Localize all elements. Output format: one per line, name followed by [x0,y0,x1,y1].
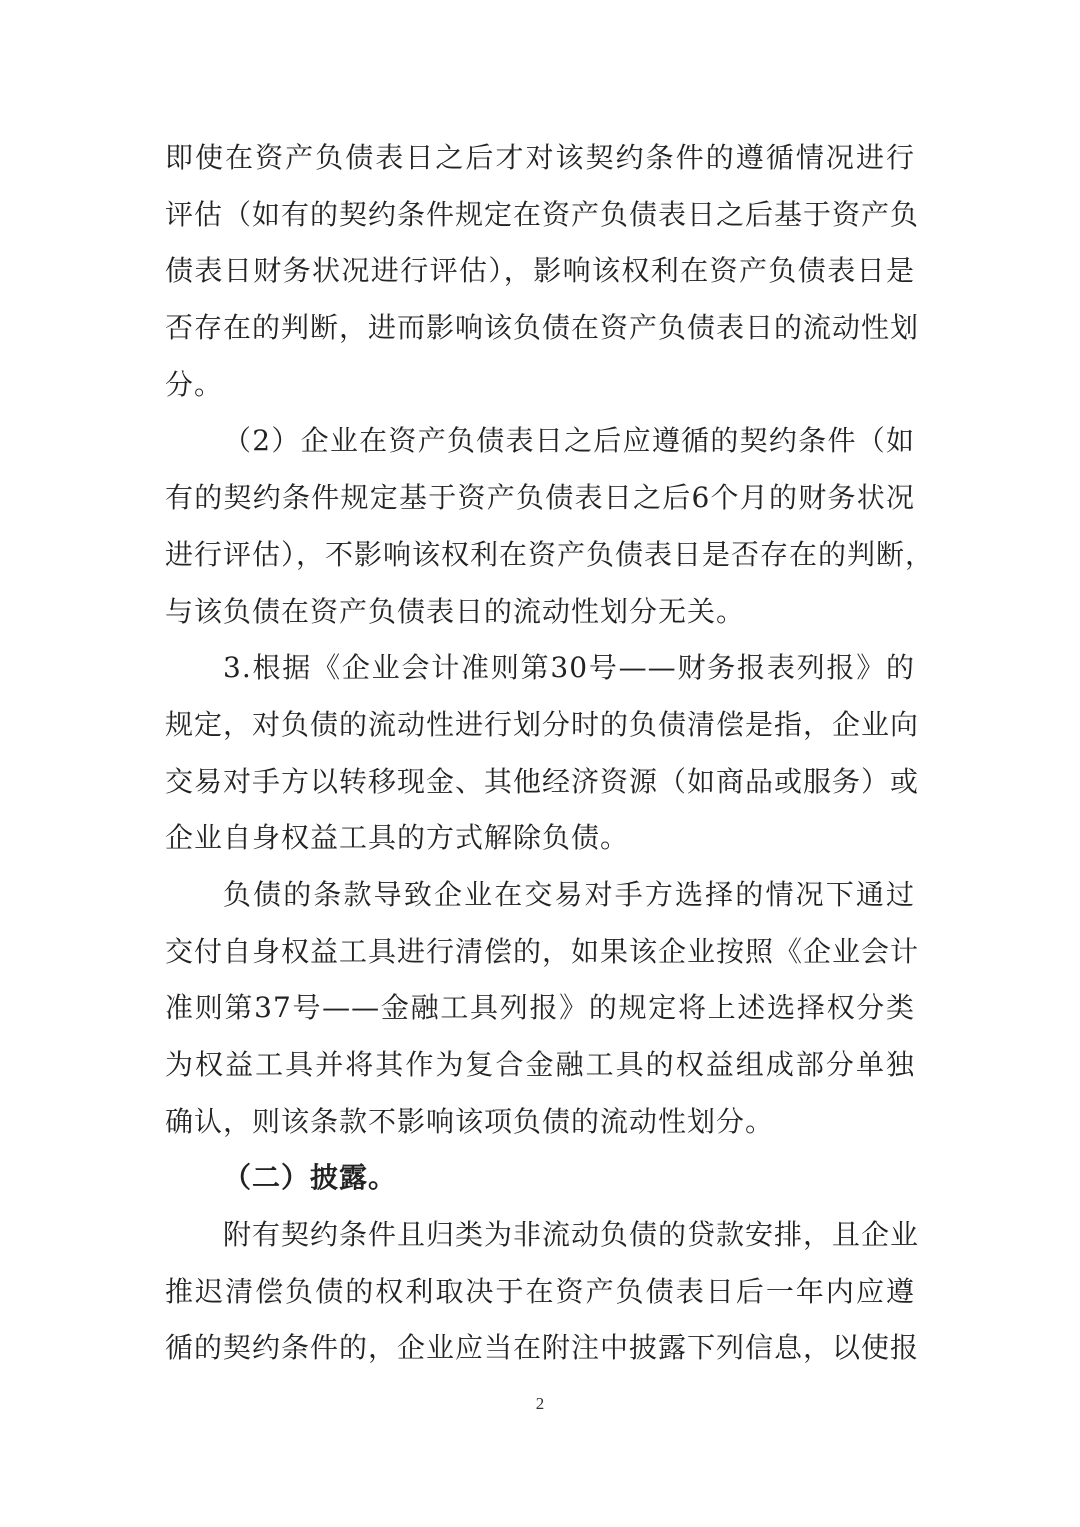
text-line: 准则第37号——金融工具列报》的规定将上述选择权分类 [165,991,915,1025]
text-line: 负债的条款导致企业在交易对手方选择的情况下通过 [223,877,915,911]
text-line: 进行评估），不影响该权利在资产负债表日是否存在的判断， [165,537,935,571]
text-line: 规定，对负债的流动性进行划分时的负债清偿是指，企业向 [165,707,920,741]
text-line: （2）企业在资产负债表日之后应遵循的契约条件（如 [223,424,915,458]
text-line: 即使在资产负债表日之后才对该契约条件的遵循情况进行 [165,141,915,174]
text-line: 评估（如有的契约条件规定在资产负债表日之后基于资产负 [165,197,920,231]
page-number: 2 [535,1394,545,1413]
text-line: 确认，则该条款不影响该项负债的流动性划分。 [165,1104,775,1138]
text-line: 有的契约条件规定基于资产负债表日之后6个月的财务状况 [165,481,915,515]
text-line: 交易对手方以转移现金、其他经济资源（如商品或服务）或 [165,764,920,798]
text-line: 债表日财务状况进行评估），影响该权利在资产负债表日是 [165,254,915,288]
text-line: 与该负债在资产负债表日的流动性划分无关。 [165,594,746,628]
text-line: 循的契约条件的，企业应当在附注中披露下列信息，以使报 [165,1331,920,1365]
text-line: 附有契约条件且归类为非流动负债的贷款安排，且企业 [223,1218,920,1252]
section-heading: （二）披露。 [223,1161,398,1195]
text-line: 交付自身权益工具进行清偿的，如果该企业按照《企业会计 [165,934,920,968]
text-line: 为权益工具并将其作为复合金融工具的权益组成部分单独 [165,1048,915,1081]
text-line: 企业自身权益工具的方式解除负债。 [165,821,630,855]
text-line: 推迟清偿负债的权利取决于在资产负债表日后一年内应遵 [165,1274,915,1308]
text-line: 否存在的判断，进而影响该负债在资产负债表日的流动性划 [165,311,920,345]
document-body [165,130,935,1377]
text-line: 3.根据《企业会计准则第30号——财务报表列报》的 [223,651,915,685]
text-line: 分。 [165,367,224,401]
